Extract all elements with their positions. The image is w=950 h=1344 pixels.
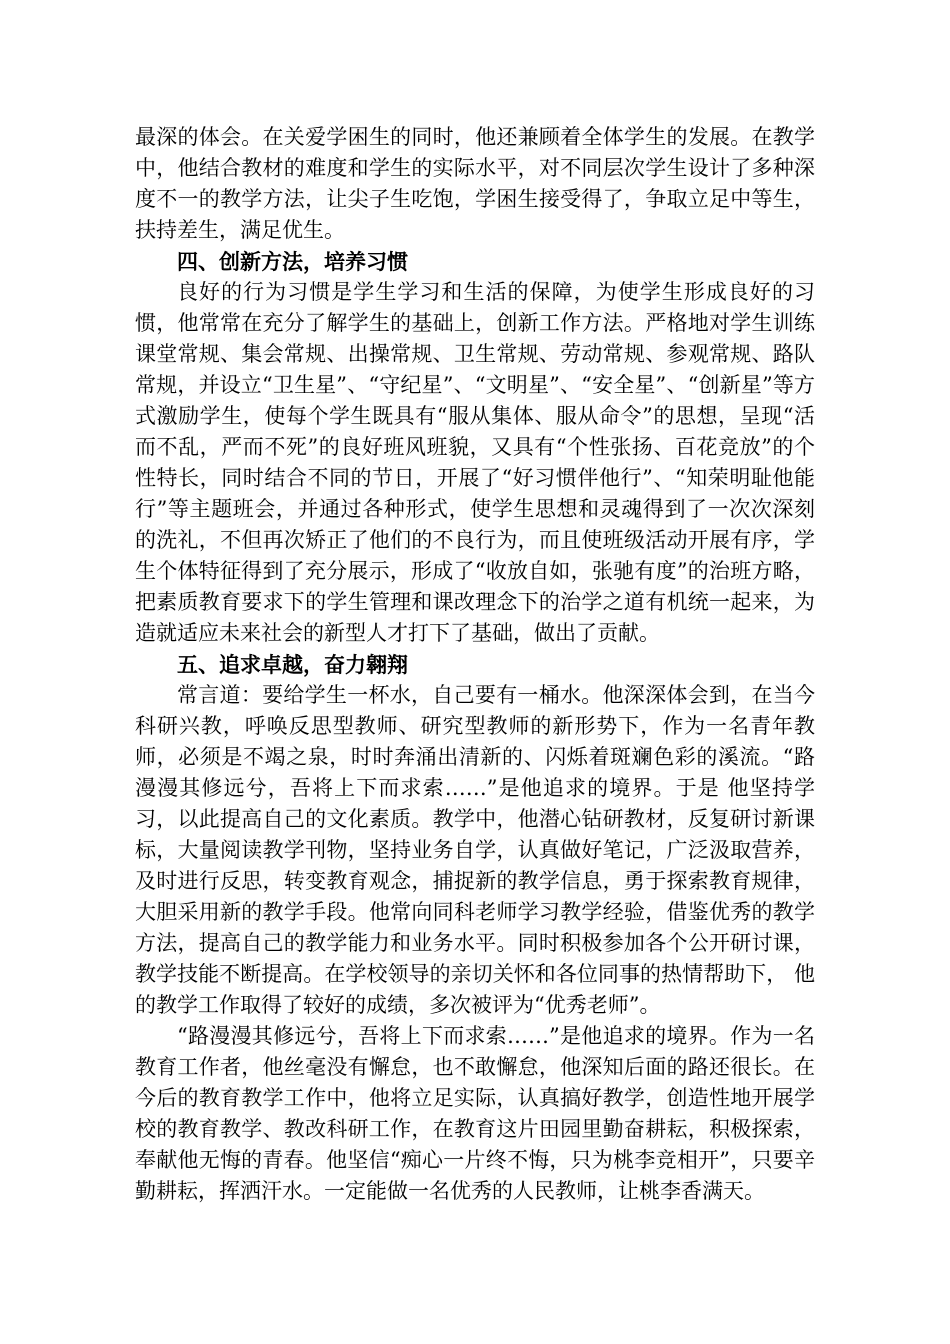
paragraph-section-5: 常言道：要给学生一杯水，自己要有一桶水。他深深体会到，在当今科研兴教，呼唤反思型教师、研究型教师的新形势下，作为一名青年教师，必须是不竭之泉，时时奔涌出清新的、闪烁着斑斓色彩的溪流。“路漫漫其修远兮，吾将上下而求索……”是他追求的境界。于是 他坚持学习，以此提高自己的文化素质。教学中，他潜心钻研教材，反复研讨新课标，大量阅读教学刊物，坚持业务自学，认真做好笔记，广泛汲取营养，及时进行反思，转变教育观念，捕捉新的教学信息，勇于探索教育规律，大胆采用新的教学手段。他常向同科老师学习教学经验，借鉴优秀的教学方法，提高自己的教学能力和业务水平。同时积极参加各个公开研讨课，教学技能不断提高。在学校领导的亲切关怀和各位同事的热情帮助下， 他的教学工作取得了较好的成绩，多次被评为“优秀老师”。	[135, 683, 815, 1017]
section-heading-5: 五、追求卓越，奋力翱翔	[177, 652, 408, 677]
paragraph-continuation: 最深的体会。在关爱学困生的同时，他还兼顾着全体学生的发展。在教学中，他结合教材的难度和学生的实际水平，对不同层次学生设计了多种深度不一的教学方法，让尖子生吃饱，学困生接受得了，争取立足中等生，扶持差生，满足优生。	[135, 125, 815, 242]
section-heading-4: 四、创新方法，培养习惯	[177, 249, 408, 274]
paragraph-closing: “路漫漫其修远兮，吾将上下而求索……”是他追求的境界。作为一名教育工作者，他丝毫没有懈怠，也不敢懈怠，他深知后面的路还很长。在今后的教育教学工作中，他将立足实际，认真搞好教学，创造性地开展学校的教育教学、教改科研工作，在教育这片田园里勤奋耕耘，积极探索，奉献他无悔的青春。他坚信“痴心一片终不悔，只为桃李竞相开”，只要辛勤耕耘，挥洒汗水。一定能做一名优秀的人民教师，让桃李香满天。	[135, 1024, 815, 1203]
paragraph-section-4: 良好的行为习惯是学生学习和生活的保障，为使学生形成良好的习惯，他常常在充分了解学生的基础上，创新工作方法。严格地对学生训练课堂常规、集会常规、出操常规、卫生常规、劳动常规、参观常规、路队常规，并设立“卫生星”、“守纪星”、“文明星”、“安全星”、“创新星”等方式激励学生，使每个学生既具有“服从集体、服从命令”的思想，呈现“活而不乱，严而不死”的良好班风班貌，又具有“个性张扬、百花竞放”的个性特长，同时结合不同的节日，开展了“好习惯伴他行”、“知荣明耻他能行”等主题班会，并通过各种形式，使学生思想和灵魂得到了一次次深刻的洗礼，不但再次矫正了他们的不良行为，而且使班级活动开展有序，学生个体特征得到了充分展示，形成了“收放自如，张驰有度”的治班方略，把素质教育要求下的学生管理和课改理念下的治学之道有机统一起来，为造就适应未来社会的新型人才打下了基础，做出了贡献。	[135, 280, 815, 645]
document-body	[135, 122, 815, 1207]
